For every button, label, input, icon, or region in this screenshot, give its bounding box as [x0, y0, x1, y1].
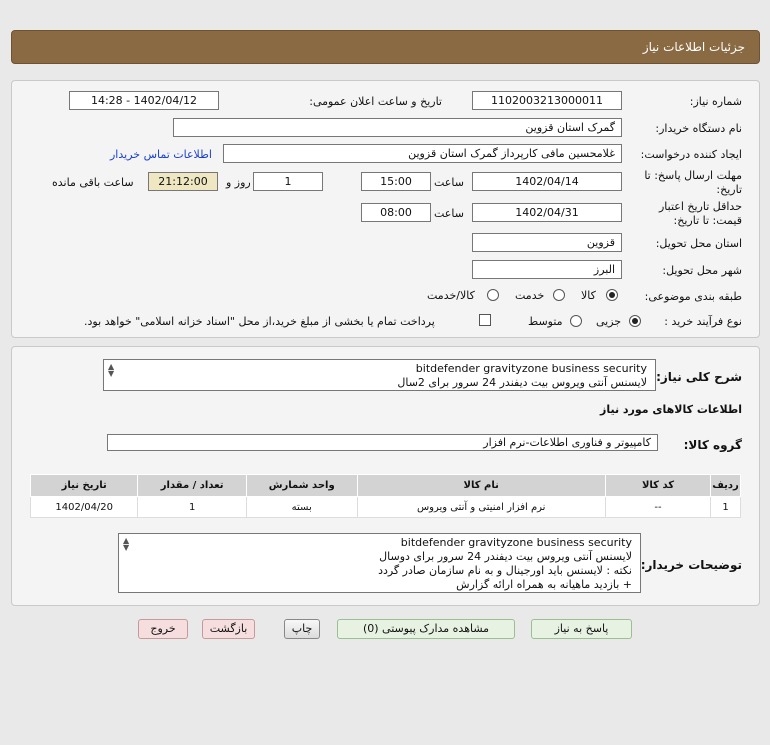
col-unit: واحد شمارش	[246, 475, 357, 497]
buyer-notes-line: نکته : لایسنس باید اورجینال و به نام سازمان صادر گردد	[378, 564, 632, 577]
validity-label-line2: قیمت: تا تاریخ:	[673, 214, 742, 227]
validity-time-label: ساعت	[434, 207, 464, 220]
days-remaining-field: 1	[253, 172, 323, 191]
buyer-notes-textarea[interactable]	[118, 533, 641, 593]
category-label: طبقه بندی موضوعی:	[644, 290, 742, 303]
deadline-label-line1: مهلت ارسال پاسخ: تا	[644, 169, 742, 182]
buyer-notes-line: bitdefender gravityzone business security	[400, 536, 632, 549]
buyer-notes-label: توضیحات خریدار:	[640, 558, 742, 572]
cell-code: --	[605, 497, 710, 518]
category-radio-service[interactable]	[553, 289, 565, 301]
category-radio-goods[interactable]	[606, 289, 618, 301]
buyer-name-field: گمرک استان قزوین	[173, 118, 622, 137]
print-button[interactable]: چاپ	[284, 619, 320, 639]
announce-label: تاریخ و ساعت اعلان عمومی:	[309, 95, 442, 108]
days-label: روز و	[226, 176, 251, 189]
process-option-medium: متوسط	[528, 315, 563, 328]
deadline-label	[644, 169, 742, 197]
goods-table	[30, 474, 741, 518]
deadline-label-line2: تاریخ:	[716, 183, 742, 196]
cell-need-date: 1402/04/20	[31, 497, 138, 518]
summary-line: bitdefender gravityzone business security	[415, 362, 647, 375]
scroll-arrows-icon: ▲ ▼	[123, 536, 130, 552]
back-button[interactable]: بازگشت	[202, 619, 255, 639]
col-code: کد کالا	[605, 475, 710, 497]
buyer-contact-link[interactable]: اطلاعات تماس خریدار	[110, 148, 212, 161]
col-name: نام کالا	[357, 475, 605, 497]
process-option-minor: جزیی	[596, 315, 622, 328]
buyer-notes-line: + بازدید ماهیانه به همراه ارائه گزارش	[456, 578, 632, 591]
city-field: البرز	[472, 260, 622, 279]
col-quantity: تعداد / مقدار	[138, 475, 246, 497]
cell-quantity: 1	[138, 497, 246, 518]
process-label: نوع فرآیند خرید :	[664, 315, 742, 328]
exit-button[interactable]: خروج	[138, 619, 188, 639]
category-option-service: خدمت	[515, 289, 545, 302]
category-option-goods: کالا	[581, 289, 596, 302]
creator-field: غلامحسین مافی کارپرداز گمرک استان قزوین	[223, 144, 622, 163]
deadline-date-field: 1402/04/14	[472, 172, 622, 191]
goods-group-label: گروه کالا:	[683, 438, 742, 452]
deadline-time-field: 15:00	[361, 172, 431, 191]
category-radio-goods-service[interactable]	[487, 289, 499, 301]
need-number-label: شماره نیاز:	[689, 95, 742, 108]
summary-label: شرح کلی نیاز:	[656, 370, 742, 384]
time-remaining-field: 21:12:00	[148, 172, 218, 191]
announce-datetime-field: 1402/04/12 - 14:28	[69, 91, 219, 110]
cell-name: نرم افزار امنیتی و آنتی ویروس	[357, 497, 605, 518]
page-title: جزئیات اطلاعات نیاز	[642, 40, 745, 54]
attachments-button[interactable]: مشاهده مدارک پیوستی (0)	[337, 619, 515, 639]
goods-table-header	[31, 475, 741, 497]
cell-row: 1	[711, 497, 741, 518]
category-option-goods-service: کالا/خدمت	[427, 289, 475, 302]
validity-time-field: 08:00	[361, 203, 431, 222]
buyer-notes-line: لایسنس آنتی ویروس بیت دیفندر 24 سرور برای دوسال	[379, 550, 632, 563]
summary-line: لایسنس آنتی ویروس بیت دیفندر 24 سرور برای 2سال	[397, 376, 647, 389]
validity-label	[659, 200, 742, 228]
time-remaining-label: ساعت باقی مانده	[52, 176, 134, 189]
table-row	[31, 497, 741, 518]
scroll-arrows-icon: ▲ ▼	[108, 362, 115, 378]
validity-date-field: 1402/04/31	[472, 203, 622, 222]
need-number-field: 1102003213000011	[472, 91, 622, 110]
goods-group-field: کامپیوتر و فناوری اطلاعات-نرم افزار	[107, 434, 658, 451]
summary-textarea[interactable]	[103, 359, 656, 391]
process-radio-minor[interactable]	[629, 315, 641, 327]
buyer-label: نام دستگاه خریدار:	[655, 122, 742, 135]
col-row: ردیف	[711, 475, 741, 497]
validity-label-line1: حداقل تاریخ اعتبار	[658, 200, 742, 213]
city-label: شهر محل تحویل:	[662, 264, 742, 277]
treasury-payment-checkbox[interactable]	[479, 314, 491, 326]
col-need-date: تاریخ نیاز	[31, 475, 138, 497]
goods-section-title: اطلاعات کالاهای مورد نیاز	[600, 403, 742, 416]
treasury-payment-note: پرداخت تمام یا بخشی از مبلغ خرید،از محل "اسناد خزانه اسلامی" خواهد بود.	[84, 315, 435, 328]
page-header	[11, 30, 760, 64]
cell-unit: بسته	[246, 497, 357, 518]
deadline-time-label: ساعت	[434, 176, 464, 189]
province-label: استان محل تحویل:	[655, 237, 742, 250]
process-radio-medium[interactable]	[570, 315, 582, 327]
province-field: قزوین	[472, 233, 622, 252]
reply-button[interactable]: پاسخ به نیاز	[531, 619, 632, 639]
creator-label: ایجاد کننده درخواست:	[640, 148, 742, 161]
